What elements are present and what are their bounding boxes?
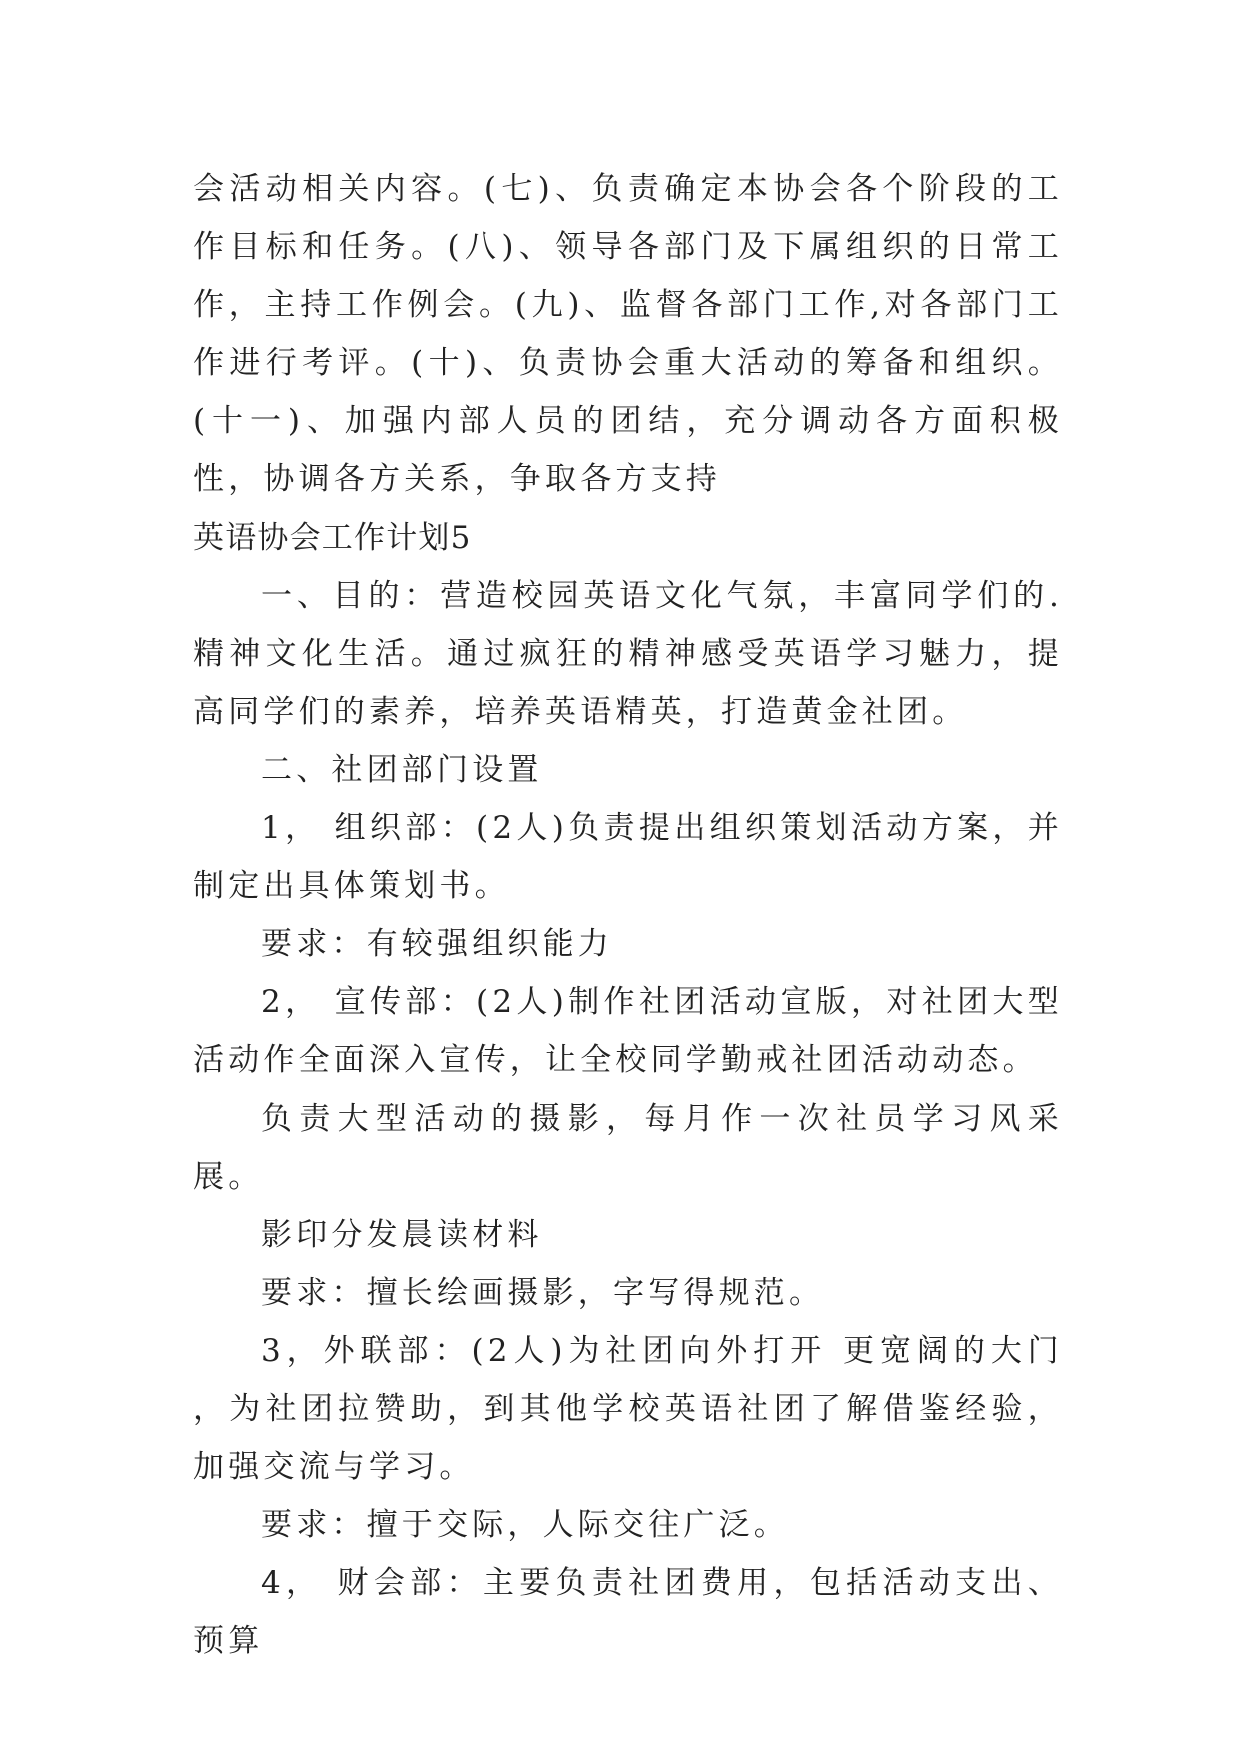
paragraph-publicity-photo: 负责大型活动的摄影，每月作一次社员学习风采展。 — [193, 1100, 1063, 1195]
paragraph-department-setup: 二、社团部门设置 — [261, 751, 543, 788]
paragraph-organization-requirement: 要求：有较强组织能力 — [261, 926, 613, 963]
paragraph-publicity-dept: 2， 宣传部：(2人)制作社团活动宣版，对社团大型活动作全面深入宣传，让全校同学勤戒社团活动动态。 — [193, 984, 1063, 1079]
paragraph-organization-dept: 1， 组织部：(2人)负责提出组织策划活动方案，并制定出具体策划书。 — [193, 810, 1063, 905]
paragraph-liaison-requirement: 要求：擅于交际，人际交往广泛。 — [261, 1507, 789, 1544]
paragraph-liaison-dept: 3，外联部：(2人)为社团向外打开 更宽阔的大门 ，为社团拉赞助，到其他学校英语社团了解借鉴经验，加强交流与学习。 — [193, 1332, 1063, 1486]
paragraph-purpose: 一、目的：营造校园英语文化气氛，丰富同学们的.精神文化生活。通过疯狂的精神感受英语学习魅力，提高同学们的素养，培养英语精英，打造黄金社团。 — [193, 577, 1063, 730]
paragraph-publicity-materials: 影印分发晨读材料 — [261, 1216, 543, 1253]
paragraph-duties-continued: 会活动相关内容。(七)、负责确定本协会各个阶段的工作目标和任务。(八)、领导各部门及下属组织的日常工作，主持工作例会。(九)、监督各部门工作,对各部门工作进行考评。(十)、负责协会重大活动的筹备和组织。(十一)、加强内部人员的团结，充分调动各方面积极性，协调各方关系，争取各方支持 — [193, 171, 1063, 498]
document-body — [193, 160, 1063, 1670]
paragraph-finance-dept: 4， 财会部：主要负责社团费用，包括活动支出、预算 — [193, 1565, 1063, 1660]
paragraph-publicity-requirement: 要求：擅长绘画摄影，字写得规范。 — [261, 1274, 825, 1311]
section-title: 英语协会工作计划5 — [193, 519, 472, 556]
